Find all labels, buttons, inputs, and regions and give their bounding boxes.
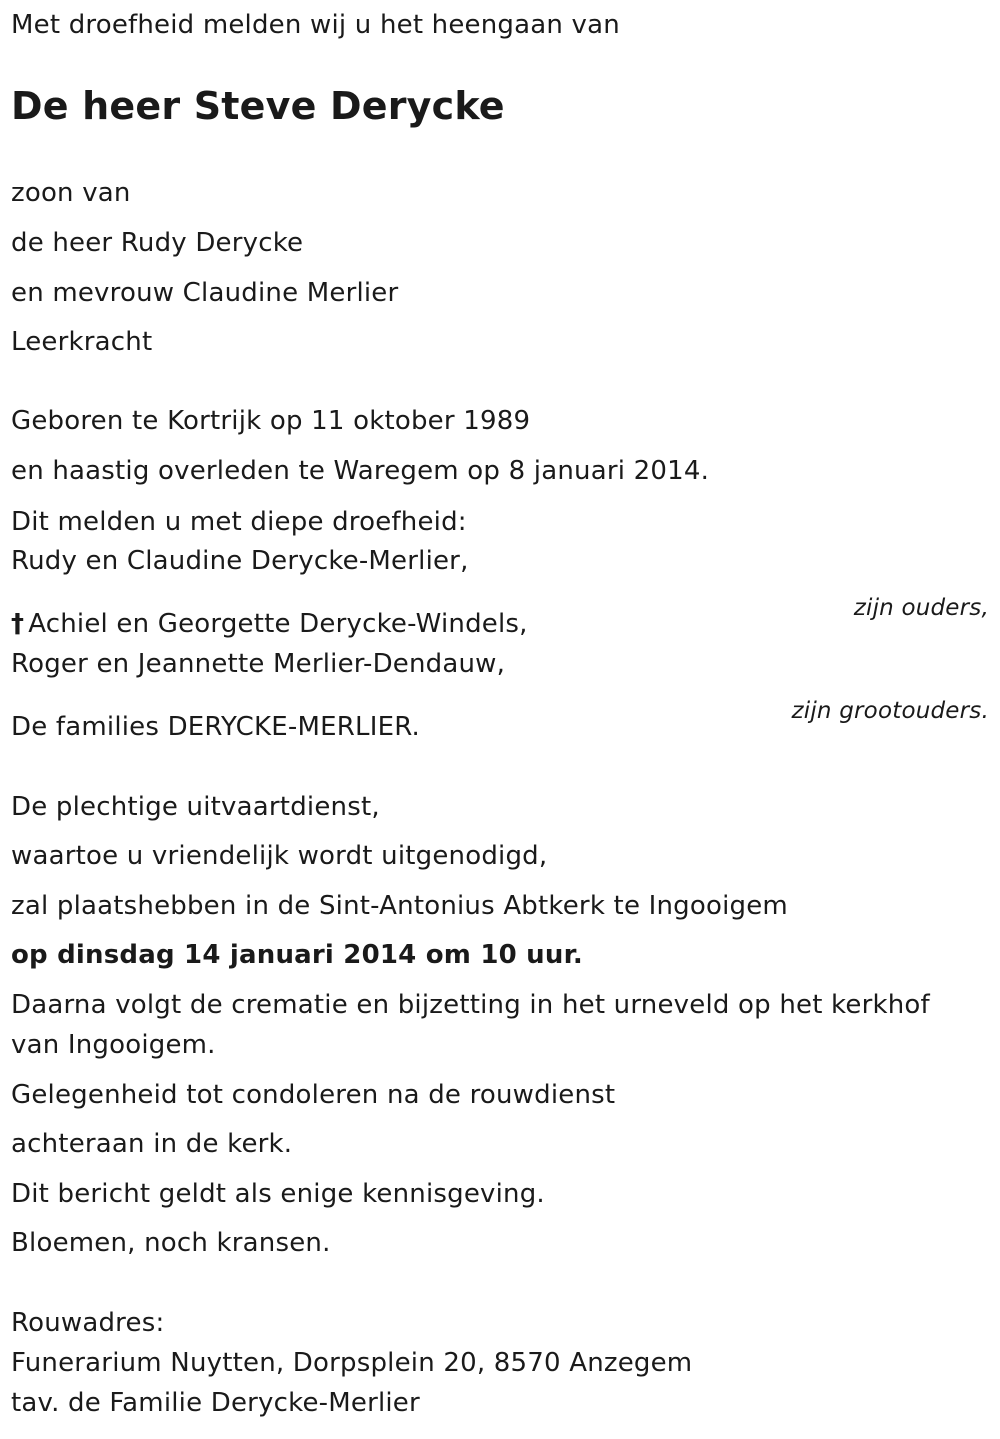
address-label: Rouwadres: bbox=[11, 1308, 165, 1338]
address-line-2: tav. de Familie Derycke-Merlier bbox=[11, 1388, 420, 1418]
grandparents-role: zijn grootouders. bbox=[791, 698, 989, 724]
intro-text: Met droefheid melden wij u het heengaan van bbox=[11, 10, 620, 40]
grandparents-names-1: Achiel en Georgette Derycke-Windels, bbox=[28, 609, 528, 639]
grandparents-names-2: Roger en Jeannette Merlier-Dendauw, bbox=[11, 649, 506, 679]
address-line-1: Funerarium Nuytten, Dorpsplein 20, 8570 Anzegem bbox=[11, 1348, 693, 1378]
parents-names: Rudy en Claudine Derycke-Merlier, bbox=[11, 546, 469, 576]
service-datetime: op dinsdag 14 januari 2014 om 10 uur. bbox=[11, 940, 583, 970]
death-line: en haastig overleden te Waregem op 8 januari 2014. bbox=[11, 456, 710, 486]
service-line-1: De plechtige uitvaartdienst, bbox=[11, 792, 380, 822]
profession: Leerkracht bbox=[11, 327, 153, 357]
condolence-line-2: achteraan in de kerk. bbox=[11, 1129, 293, 1159]
service-line-2: waartoe u vriendelijk wordt uitgenodigd, bbox=[11, 841, 548, 871]
cross-icon: † bbox=[11, 609, 25, 639]
father-name: de heer Rudy Derycke bbox=[11, 228, 304, 258]
mother-name: en mevrouw Claudine Merlier bbox=[11, 278, 399, 308]
service-line-3: zal plaatshebben in de Sint-Antonius Abtkerk te Ingooigem bbox=[11, 891, 788, 921]
flowers-line: Bloemen, noch kransen. bbox=[11, 1228, 331, 1258]
birth-line: Geboren te Kortrijk op 11 oktober 1989 bbox=[11, 406, 531, 436]
relation-text: zoon van bbox=[11, 178, 131, 208]
cremation-line-2: van Ingooigem. bbox=[11, 1030, 216, 1060]
parents-role: zijn ouders, bbox=[853, 595, 989, 621]
condolence-line-1: Gelegenheid tot condoleren na de rouwdienst bbox=[11, 1080, 616, 1110]
grandparents-line-1 bbox=[11, 609, 528, 639]
mourners-intro: Dit melden u met diepe droefheid: bbox=[11, 507, 467, 537]
cremation-line-1: Daarna volgt de crematie en bijzetting in het urneveld op het kerkhof bbox=[11, 990, 930, 1020]
deceased-name: De heer Steve Derycke bbox=[11, 84, 505, 128]
notice-line: Dit bericht geldt als enige kennisgeving. bbox=[11, 1179, 545, 1209]
families-line: De families DERYCKE-MERLIER. bbox=[11, 712, 421, 742]
